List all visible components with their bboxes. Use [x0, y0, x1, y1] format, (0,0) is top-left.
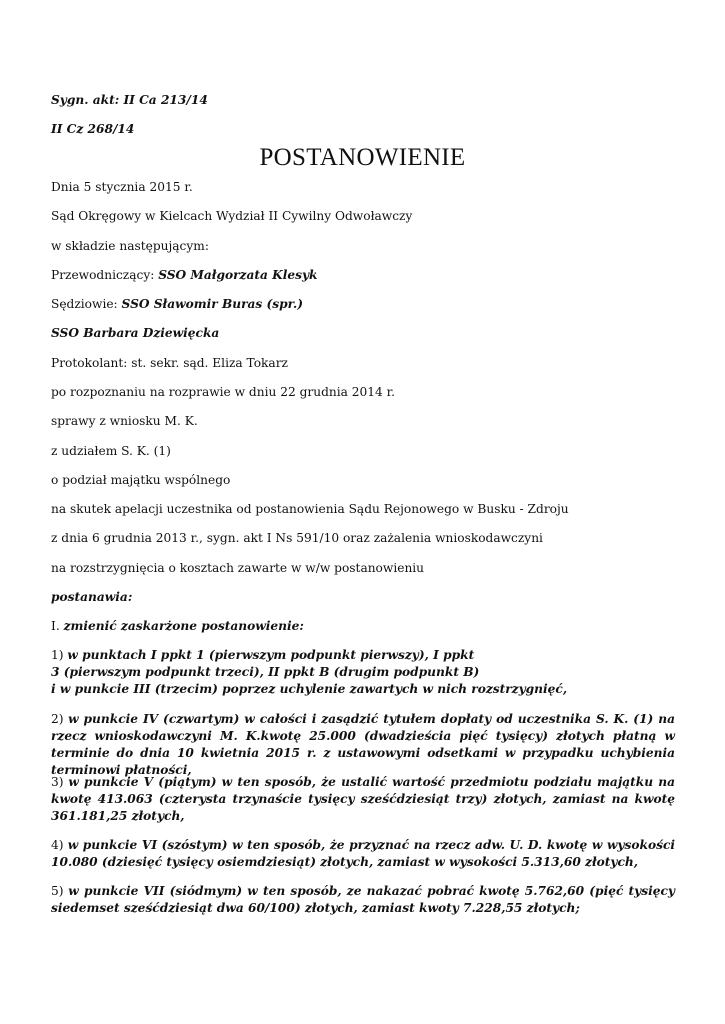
- chair-label: Przewodniczący:: [51, 268, 159, 282]
- item-3-text: w punkcie V (piątym) w ten sposób, że ustalić wartość przedmiotu podziału majątku na kwotę 413.063 (czterysta trzynaście tysięcy sześćdziesiąt trzy) złotych, zamiast na kwotę 361.181,25 złotych,: [51, 775, 675, 823]
- item-4-text: w punkcie VI (szóstym) w ten sposób, że przyznać na rzecz adw. U. D. kwotę w wysokości 10.080 (dziesięć tysięcy osiemdziesiąt) złotych, zamiast w wysokości 5.313,60 złotych,: [51, 838, 675, 869]
- composition-intro: w składzie następującym:: [51, 239, 209, 253]
- hearing-line: po rozpoznaniu na rozprawie w dniu 22 grudnia 2014 r.: [51, 385, 396, 399]
- judge-name-2: SSO Barbara Dziewięcka: [51, 326, 220, 340]
- item-3-number: 3): [51, 775, 69, 789]
- item-2-number: 2): [51, 712, 69, 726]
- item-1: [51, 647, 675, 698]
- section-i-text: zmienić zaskarżone postanowienie:: [63, 619, 304, 633]
- item-5: [51, 883, 675, 917]
- item-3: [51, 774, 675, 825]
- decides-heading: postanawia:: [51, 590, 133, 604]
- item-1-line-2: 3 (pierwszym podpunkt trzeci), II ppkt B (drugim podpunkt B): [51, 665, 480, 679]
- item-5-text: w punkcie VII (siódmym) w ten sposób, ze nakazać pobrać kwotę 5.762,60 (pięć tysięcy siedemset sześćdziesiąt dwa 60/100) złotych, zamiast kwoty 7.228,55 złotych;: [51, 884, 675, 915]
- item-5-number: 5): [51, 884, 69, 898]
- item-4: [51, 837, 675, 871]
- judges-line: [51, 296, 303, 313]
- section-i-number: I.: [51, 619, 64, 633]
- case-signature-2: II Cz 268/14: [51, 122, 135, 136]
- item-1-number: 1): [51, 648, 68, 662]
- appeal-line-3: na rozstrzygnięcia o kosztach zawarte w w/w postanowieniu: [51, 561, 425, 575]
- item-2-text: w punkcie IV (czwartym) w całości i zasądzić tytułem dopłaty od uczestnika S. K. (1) na rzecz wnioskodawczyni M. K.kwotę 25.000 (dwadzieścia pięć tysięcy) złotych płatną w terminie do dnia 10 kwietnia 2015 r. z ustawowymi odsetkami w przypadku uchybienia terminowi płatności,: [51, 712, 675, 777]
- participant-line: z udziałem S. K. (1): [51, 444, 171, 458]
- clerk-line: Protokolant: st. sekr. sąd. Eliza Tokarz: [51, 356, 288, 370]
- court-name: Sąd Okręgowy w Kielcach Wydział II Cywilny Odwoławczy: [51, 209, 413, 223]
- judges-label: Sędziowie:: [51, 297, 122, 311]
- appeal-line-2: z dnia 6 grudnia 2013 r., sygn. akt I Ns 591/10 oraz zażalenia wnioskodawczyni: [51, 531, 543, 545]
- applicant-line: sprawy z wniosku M. K.: [51, 414, 198, 428]
- appeal-line-1: na skutek apelacji uczestnika od postanowienia Sądu Rejonowego w Busku - Zdroju: [51, 502, 569, 516]
- section-i: [51, 618, 304, 635]
- date-line: Dnia 5 stycznia 2015 r.: [51, 180, 193, 194]
- document-title: POSTANOWIENIE: [259, 144, 466, 171]
- chair-line: [51, 267, 317, 284]
- item-1-line-3: i w punkcie III (trzecim) poprzez uchylenie zawartych w nich rozstrzygnięć,: [51, 682, 568, 696]
- item-4-number: 4): [51, 838, 68, 852]
- case-signature-1: Sygn. akt: II Ca 213/14: [51, 93, 208, 107]
- item-2: [51, 711, 675, 779]
- item-1-line-1: w punktach I ppkt 1 (pierwszym podpunkt pierwszy), I ppkt: [67, 648, 475, 662]
- subject-line: o podział majątku wspólnego: [51, 473, 231, 487]
- chair-name: SSO Małgorzata Klesyk: [158, 268, 318, 282]
- judge-name-1: SSO Sławomir Buras (spr.): [121, 297, 303, 311]
